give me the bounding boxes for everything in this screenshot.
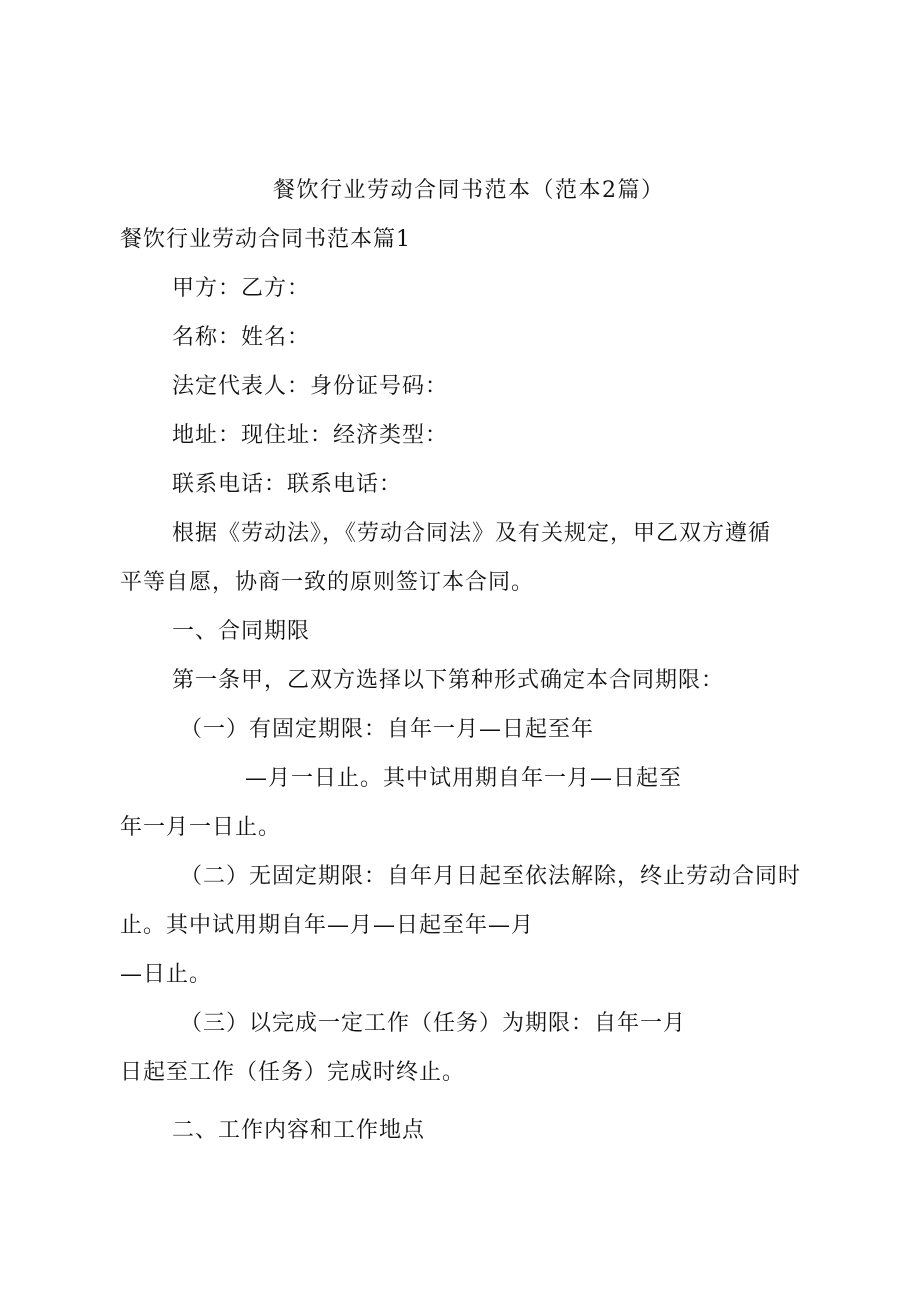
section-two-heading: 二、工作内容和工作地点	[172, 1118, 426, 1143]
section-heading: 餐饮行业劳动合同书范本篇1	[120, 227, 411, 252]
task-term-line-2: 日起至工作（任务）完成时终止。	[120, 1060, 466, 1085]
article-one-line: 第一条甲，乙双方选择以下第种形式确定本合同期限：	[172, 668, 725, 693]
open-term-line-2: 止。其中试用期自年—月—日起至年—月	[120, 913, 535, 938]
open-term-line-1: （二）无固定期限：自年月日起至依法解除，终止劳动合同时	[180, 864, 802, 889]
address-line: 地址：现住址：经济类型：	[172, 423, 449, 448]
open-term-line-3: —日止。	[120, 962, 213, 987]
preamble-line-2: 平等自愿，协商一致的原则签订本合同。	[120, 570, 535, 595]
preamble-line-1: 根据《劳动法》，《劳动合同法》及有关规定，甲乙双方遵循	[172, 521, 772, 546]
fixed-term-line-3: 年一月一日止。	[120, 815, 282, 840]
phone-line: 联系电话：联系电话：	[172, 472, 403, 497]
representative-id-line: 法定代表人：身份证号码：	[172, 374, 449, 399]
document-title: 餐饮行业劳动合同书范本（范本2篇）	[273, 178, 665, 203]
fixed-term-line-1: （一）有固定期限：自年一月—日起至年	[180, 717, 595, 742]
section-one-heading: 一、合同期限	[172, 619, 311, 644]
name-labels-line: 名称：姓名：	[172, 325, 311, 350]
party-labels-line: 甲方：乙方：	[172, 276, 311, 301]
task-term-line-1: （三）以完成一定工作（任务）为期限：自年一月	[180, 1011, 687, 1036]
fixed-term-line-2: —月一日止。其中试用期自年一月—日起至	[245, 766, 683, 791]
